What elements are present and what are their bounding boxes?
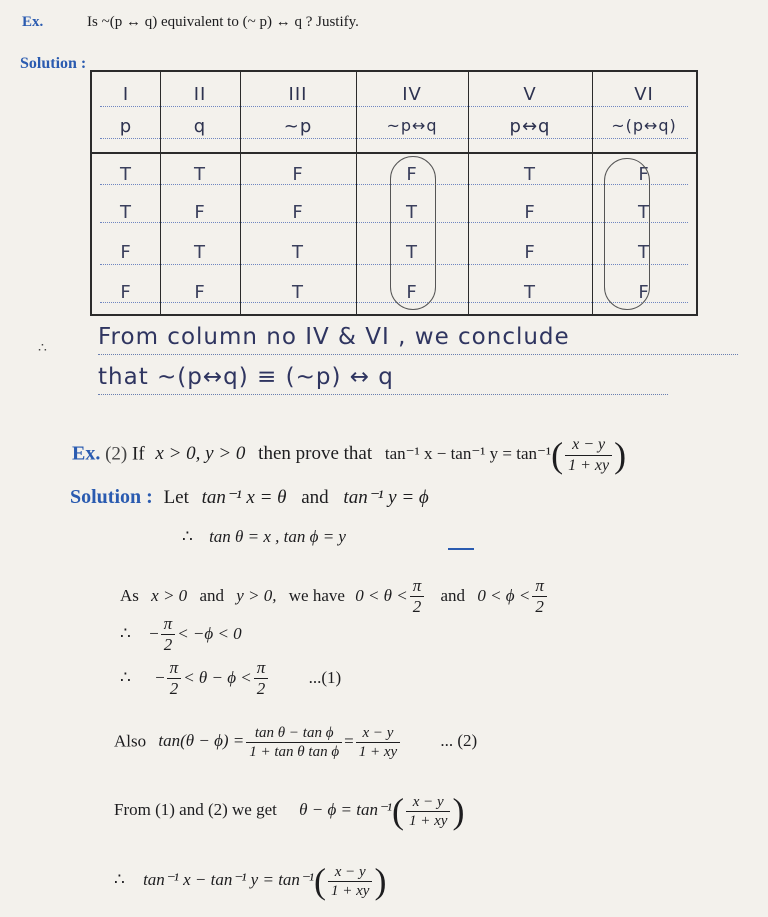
table-cell: F bbox=[292, 202, 304, 223]
ex2-then: then prove that bbox=[258, 443, 373, 465]
table-cell: T bbox=[194, 164, 206, 185]
therefore-symbol: ∴ bbox=[120, 623, 131, 643]
fraction-numerator: tan θ − tan ϕ bbox=[246, 724, 342, 743]
fraction-numerator: x − y bbox=[356, 724, 400, 743]
ex2-number: (2) bbox=[105, 443, 128, 465]
we-have: we have bbox=[288, 585, 345, 605]
ex2-lhs: tan⁻¹ x − tan⁻¹ y = tan⁻¹ bbox=[384, 444, 552, 464]
table-cell: T bbox=[524, 282, 536, 303]
as-text: As bbox=[120, 585, 139, 605]
solution2-let-line bbox=[70, 486, 429, 509]
blue-tick-mark bbox=[448, 548, 474, 550]
two: 2 bbox=[169, 679, 179, 699]
header-q: q bbox=[193, 116, 207, 137]
theta-phi-ineq: < θ − ϕ < bbox=[183, 667, 252, 687]
minus-sign: − bbox=[155, 667, 165, 687]
pi: π bbox=[254, 658, 269, 679]
table-cell: T bbox=[638, 242, 650, 263]
table-cell: F bbox=[120, 282, 132, 303]
header-not-p-iff-q: ~p↔q bbox=[386, 116, 438, 135]
table-cell: T bbox=[406, 242, 418, 263]
right-paren: ) bbox=[452, 791, 465, 831]
fraction-numerator: x − y bbox=[328, 863, 372, 882]
table-cell: T bbox=[638, 202, 650, 223]
truth-table bbox=[90, 70, 698, 316]
table-column-divider bbox=[160, 72, 161, 314]
pi-over-2 bbox=[167, 658, 182, 700]
table-cell: T bbox=[120, 164, 132, 185]
tan-equations: tan θ = x , tan ϕ = y bbox=[209, 527, 346, 546]
table-cell: F bbox=[194, 202, 206, 223]
fraction-denominator: 1 + xy bbox=[409, 812, 448, 829]
ex1-label: Ex. bbox=[22, 14, 44, 30]
also-fraction-2 bbox=[356, 724, 400, 761]
from-eq: θ − ϕ = tan⁻¹ bbox=[299, 799, 393, 819]
roman-col-3: III bbox=[288, 84, 308, 105]
table-column-divider bbox=[240, 72, 241, 314]
column-iv-oval bbox=[390, 156, 436, 310]
left-paren: ( bbox=[392, 791, 405, 831]
header-p: p bbox=[119, 116, 133, 137]
two: 2 bbox=[256, 679, 266, 699]
therefore-symbol: ∴ bbox=[120, 667, 131, 687]
table-column-divider bbox=[592, 72, 593, 314]
from-line bbox=[114, 790, 464, 832]
solution1-label: Solution : bbox=[20, 55, 87, 72]
tan-equations-line bbox=[182, 527, 346, 547]
also-line bbox=[114, 724, 477, 761]
final-fraction bbox=[328, 863, 372, 900]
two: 2 bbox=[163, 635, 173, 655]
column-vi-oval bbox=[604, 158, 650, 310]
also-fraction-1 bbox=[246, 724, 342, 761]
pi: π bbox=[161, 614, 176, 635]
fraction-denominator: 1 + xy bbox=[568, 456, 610, 474]
header-not-p-iff-q-paren: ~(p↔q) bbox=[611, 116, 677, 135]
ineq-2: 0 < ϕ < bbox=[477, 585, 531, 605]
fraction-numerator: x − y bbox=[565, 435, 612, 455]
conclusion-line-2: that ~(p↔q) ≡ (~p) ↔ q bbox=[98, 364, 394, 390]
pi-over-2 bbox=[410, 576, 425, 618]
final-lhs: tan⁻¹ x − tan⁻¹ y = tan⁻¹ bbox=[143, 869, 314, 889]
table-cell: T bbox=[524, 164, 536, 185]
table-cell: T bbox=[292, 242, 304, 263]
table-column-divider bbox=[468, 72, 469, 314]
table-cell: T bbox=[120, 202, 132, 223]
table-cell: F bbox=[292, 164, 304, 185]
also-text: Also bbox=[114, 731, 147, 751]
roman-col-6: VI bbox=[634, 84, 654, 105]
roman-col-2: II bbox=[193, 84, 207, 105]
final-line bbox=[114, 860, 386, 902]
roman-col-4: IV bbox=[402, 84, 422, 105]
as-x: x > 0 bbox=[151, 585, 188, 605]
and-text: and bbox=[301, 487, 329, 508]
ex2-if: If bbox=[132, 443, 145, 465]
ineq-1: 0 < θ < bbox=[355, 585, 408, 605]
table-cell: T bbox=[406, 202, 418, 223]
ex2-condition: x > 0, y > 0 bbox=[155, 443, 246, 465]
table-cell: F bbox=[524, 242, 536, 263]
ref-2: ... (2) bbox=[440, 731, 478, 751]
ex2-fraction bbox=[565, 435, 612, 474]
therefore-symbol: ∴ bbox=[182, 527, 193, 546]
two: 2 bbox=[535, 597, 544, 617]
as-line bbox=[120, 576, 549, 618]
let-eq-1: tan⁻¹ x = θ bbox=[201, 487, 287, 508]
equals-sign: = bbox=[344, 731, 354, 751]
two: 2 bbox=[412, 597, 422, 617]
solution1-heading bbox=[20, 55, 86, 73]
neg-phi-ineq: < −ϕ < 0 bbox=[177, 623, 242, 643]
therefore-symbol: ∴ bbox=[114, 869, 125, 889]
from-fraction bbox=[406, 793, 450, 830]
table-column-divider bbox=[356, 72, 357, 314]
header-not-p: ~p bbox=[283, 116, 313, 137]
pi: π bbox=[167, 658, 182, 679]
table-cell: T bbox=[194, 242, 206, 263]
header-p-iff-q: p↔q bbox=[509, 116, 551, 137]
table-cell: F bbox=[120, 242, 132, 263]
neg-phi-line bbox=[120, 614, 242, 656]
right-paren: ) bbox=[614, 435, 627, 475]
theta-minus-phi-line bbox=[120, 658, 341, 700]
roman-col-1: I bbox=[122, 84, 130, 105]
ex2-statement bbox=[72, 434, 626, 476]
pi-over-2 bbox=[532, 576, 547, 618]
let-text: Let bbox=[163, 487, 189, 508]
also-lhs: tan(θ − ϕ) = bbox=[158, 731, 245, 751]
as-y: y > 0, bbox=[236, 585, 277, 605]
conclusion-dotted-rule bbox=[98, 394, 668, 395]
table-dotted-guide bbox=[100, 138, 688, 139]
table-header-divider bbox=[92, 152, 696, 154]
fraction-denominator: 1 + xy bbox=[331, 882, 370, 899]
table-cell: F bbox=[638, 282, 650, 303]
left-paren: ( bbox=[551, 435, 564, 475]
let-eq-2: tan⁻¹ y = ϕ bbox=[343, 487, 429, 508]
therefore-mark: ∴ bbox=[38, 340, 47, 356]
table-cell: F bbox=[638, 164, 650, 185]
table-cell: F bbox=[406, 164, 418, 185]
from-text: From (1) and (2) we get bbox=[114, 799, 277, 819]
ex1-question bbox=[22, 14, 359, 31]
conclusion-line-1: From column no IV & VI , we conclude bbox=[98, 324, 570, 350]
fraction-denominator: 1 + tan θ tan ϕ bbox=[249, 744, 340, 760]
ex2-label: Ex. bbox=[72, 442, 101, 465]
roman-col-5: V bbox=[523, 84, 537, 105]
fraction-denominator: 1 + xy bbox=[358, 744, 398, 760]
pi-over-2 bbox=[254, 658, 269, 700]
conclusion-dotted-rule bbox=[98, 354, 738, 355]
pi: π bbox=[410, 576, 425, 597]
table-cell: F bbox=[524, 202, 536, 223]
right-paren: ) bbox=[374, 861, 387, 901]
table-dotted-guide bbox=[100, 106, 688, 107]
pi: π bbox=[532, 576, 547, 597]
ex1-question-text: Is ~(p ↔ q) equivalent to (~ p) ↔ q ? Justify. bbox=[87, 14, 359, 30]
ref-1: ...(1) bbox=[308, 667, 342, 687]
table-cell: T bbox=[292, 282, 304, 303]
left-paren: ( bbox=[314, 861, 326, 901]
as-and: and bbox=[199, 585, 224, 605]
pi-over-2 bbox=[161, 614, 176, 656]
table-cell: F bbox=[194, 282, 206, 303]
table-cell: F bbox=[406, 282, 418, 303]
minus-sign: − bbox=[149, 623, 159, 643]
fraction-numerator: x − y bbox=[406, 793, 450, 812]
solution2-label: Solution : bbox=[70, 486, 153, 508]
and-text-2: and bbox=[440, 585, 466, 605]
